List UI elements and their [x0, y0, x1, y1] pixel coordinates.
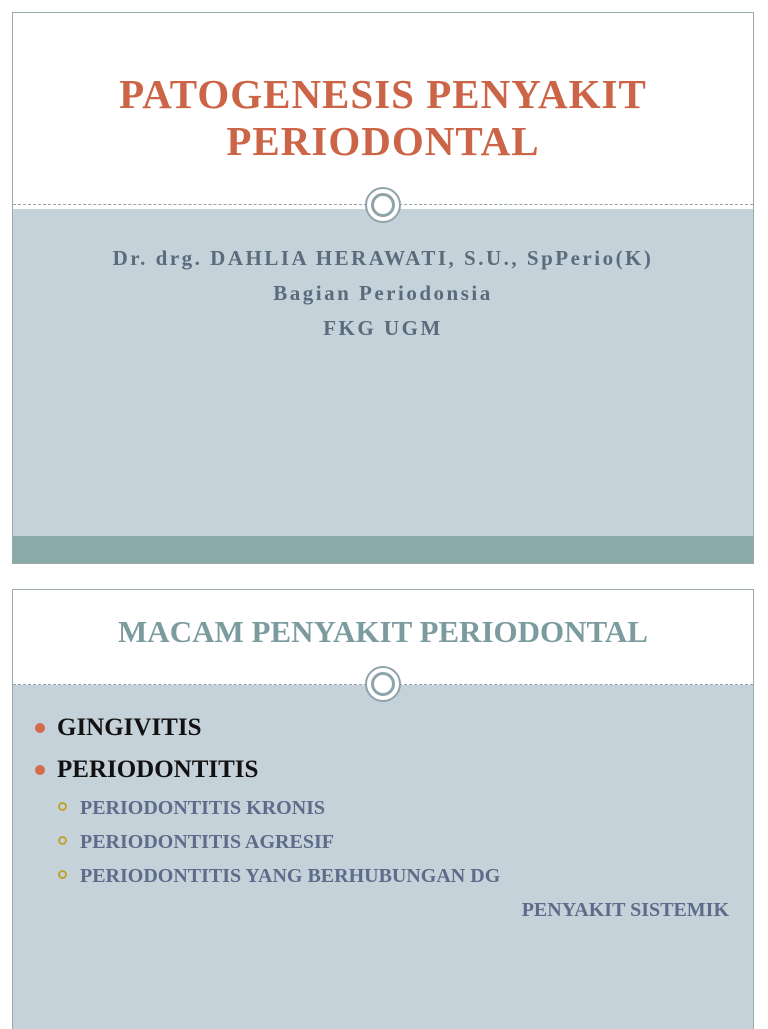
institution-line: FKG UGM [323, 316, 443, 340]
disease-list [35, 707, 733, 927]
slide-2-title: MACAM PENYAKIT PERIODONTAL [118, 614, 648, 649]
sub-list-item [35, 791, 733, 825]
list-item [35, 707, 733, 749]
bullet-dot-icon [35, 765, 45, 775]
list-item [35, 749, 733, 791]
slide-1-title [13, 71, 753, 165]
slide-1-title-area [13, 13, 753, 209]
sub-list-item [35, 859, 733, 893]
sub-list-item-label: PERIODONTITIS YANG BERHUBUNGAN DG [80, 865, 501, 887]
slide-1-footer-band [13, 536, 753, 563]
sub-list-item-continuation [35, 893, 733, 927]
sub-list-item [35, 825, 733, 859]
ring-ornament-icon [365, 187, 401, 223]
sub-list-item-label: PERIODONTITIS KRONIS [80, 797, 326, 819]
list-item-label: GINGIVITIS [57, 714, 202, 741]
slide-1-subtitle [13, 241, 753, 346]
slide-1 [12, 12, 754, 564]
slide-1-title-line: PERIODONTAL [226, 118, 540, 164]
continuation-label: PENYAKIT SISTEMIK [521, 899, 729, 921]
ring-ornament-icon [365, 666, 401, 702]
slide-1-title-line: PATOGENESIS PENYAKIT [119, 71, 647, 117]
sub-list-item-label: PERIODONTITIS AGRESIF [80, 831, 334, 853]
list-item-label: PERIODONTITIS [57, 756, 259, 783]
department-line: Bagian Periodonsia [273, 281, 493, 305]
author-line: Dr. drg. DAHLIA HERAWATI, S.U., SpPerio(K) [112, 246, 654, 270]
slide-2 [12, 589, 754, 1029]
bullet-dot-icon [35, 723, 45, 733]
bullet-ring-icon [58, 836, 67, 845]
bullet-ring-icon [58, 870, 67, 879]
bullet-ring-icon [58, 802, 67, 811]
